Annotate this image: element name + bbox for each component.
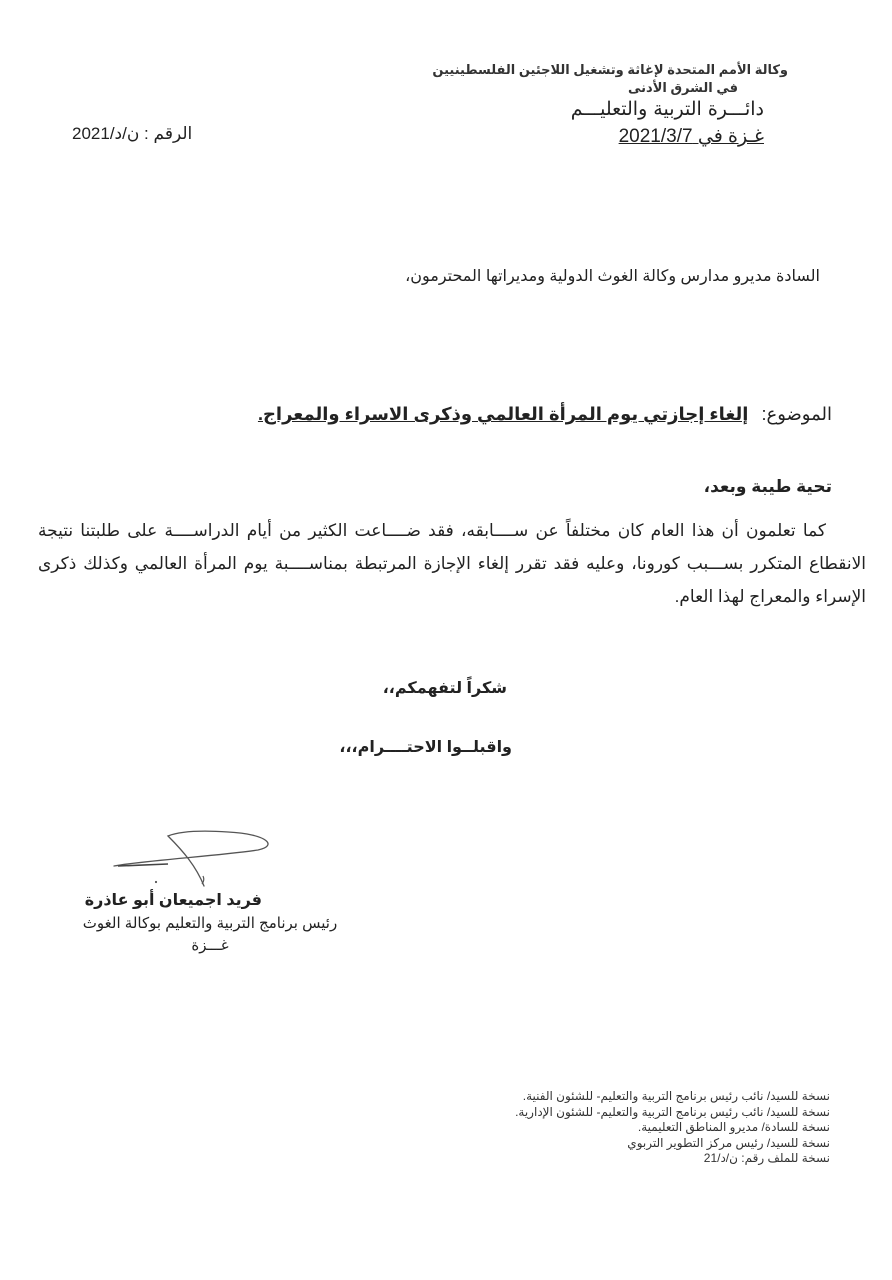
reference-number: الرقم : ن/د/2021 [72,124,193,143]
letter-body [38,514,866,613]
department-name: دائـــرة التربية والتعليـــم [570,98,764,120]
closing-thanks: شكراً لتفهمكم،، [382,680,507,697]
copy-item: نسخة للسادة/ مديرو المناطق التعليمية. [637,1120,830,1134]
copy-item: نسخة للسيد/ نائب رئيس برنامج التربية والتعليم- للشئون الفنية. [522,1089,830,1103]
signatory-city: غـــزة [191,937,229,954]
signatory-name: فريد اجميعان أبو عاذرة [84,892,262,909]
greeting: تحية طيبة وبعد، [703,477,832,496]
copy-item: نسخة للسيد/ نائب رئيس برنامج التربية والتعليم- للشئون الإدارية. [515,1104,830,1119]
copy-item: نسخة للملف رقم: ن/د/21 [703,1151,830,1165]
signatory-title: رئيس برنامج التربية والتعليم بوكالة الغوث [82,915,338,932]
closing-regards: واقبلــوا الاحتــــرام،،، [339,739,512,756]
handwritten-signature [108,826,278,896]
addressee: السادة مديرو مدارس وكالة الغوث الدولية ومديراتها المحترمون، [405,268,820,285]
organization-region: في الشرق الأدنى [627,80,738,95]
subject-label: الموضوع: [761,404,832,424]
subject-text: إلغاء إجازتي يوم المرأة العالمي وذكرى الاسراء والمعراج. [257,404,749,424]
organization-name: وكالة الأمم المتحدة لإغاثة وتشغيل اللاجئين الفلسطينيين [432,62,788,77]
copy-item: نسخة للسيد/ رئيس مركز التطوير التربوي [627,1135,830,1150]
copies-list [515,1089,830,1167]
subject-line [258,404,832,425]
letter-date: غـزة في 2021/3/7 [618,126,764,147]
body-paragraph: كما تعلمون أن هذا العام كان مختلفاً عن ســــابقه، فقد ضــــاعت الكثير من أيام الدراســــة على طلبتنا نتيجة الانقطاع المتكرر بســـبب كورونا، وعليه فقد تقرر إلغاء الإجازة المرتبطة بمناســــبة يوم المرأة العالمي وكذلك ذكرى الإسراء والمعراج لهذا العام. [38,521,866,606]
